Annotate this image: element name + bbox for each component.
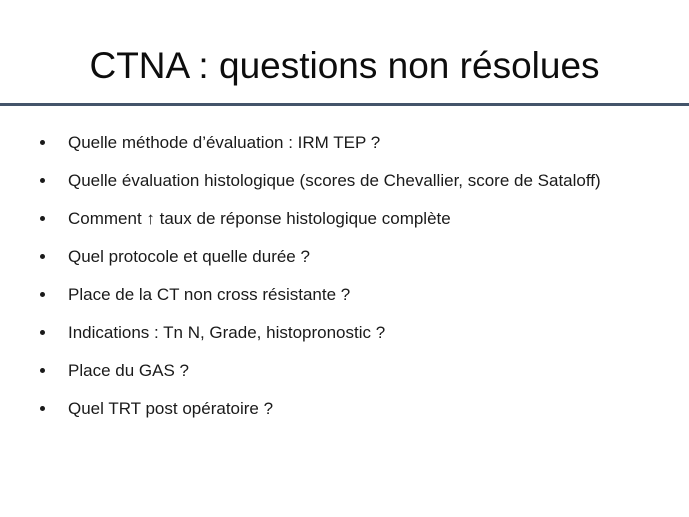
bullet-item [40, 167, 660, 194]
bullet-text: Place de la CT non cross résistante ? [68, 285, 351, 304]
bullet-dot-icon [40, 406, 45, 411]
bullet-dot-icon [40, 140, 45, 145]
bullet-item [40, 129, 660, 156]
slide-title: CTNA : questions non résolues [89, 45, 600, 86]
bullet-item [40, 395, 660, 422]
bullet-dot-icon [40, 178, 45, 183]
bullet-item [40, 205, 660, 232]
bullet-text: Quel TRT post opératoire ? [68, 399, 274, 418]
bullet-text: Quel protocole et quelle durée ? [68, 247, 310, 266]
bullet-text: Comment ↑ taux de réponse histologique complète [68, 209, 451, 228]
bullet-dot-icon [40, 330, 45, 335]
bullet-dot-icon [40, 254, 45, 259]
bullet-item [40, 243, 660, 270]
bullet-dot-icon [40, 216, 45, 221]
title-divider [0, 103, 689, 106]
bullet-item [40, 281, 660, 308]
bullet-list [40, 129, 660, 433]
bullet-item [40, 357, 660, 384]
bullet-text: Place du GAS ? [68, 361, 189, 380]
bullet-dot-icon [40, 292, 45, 297]
bullet-item [40, 319, 660, 346]
bullet-dot-icon [40, 368, 45, 373]
bullet-text: Indications : Tn N, Grade, histopronostic ? [68, 323, 386, 342]
bullet-text: Quelle méthode d’évaluation : IRM TEP ? [68, 133, 381, 152]
bullet-text: Quelle évaluation histologique (scores de Chevallier, score de Sataloff) [68, 171, 601, 190]
